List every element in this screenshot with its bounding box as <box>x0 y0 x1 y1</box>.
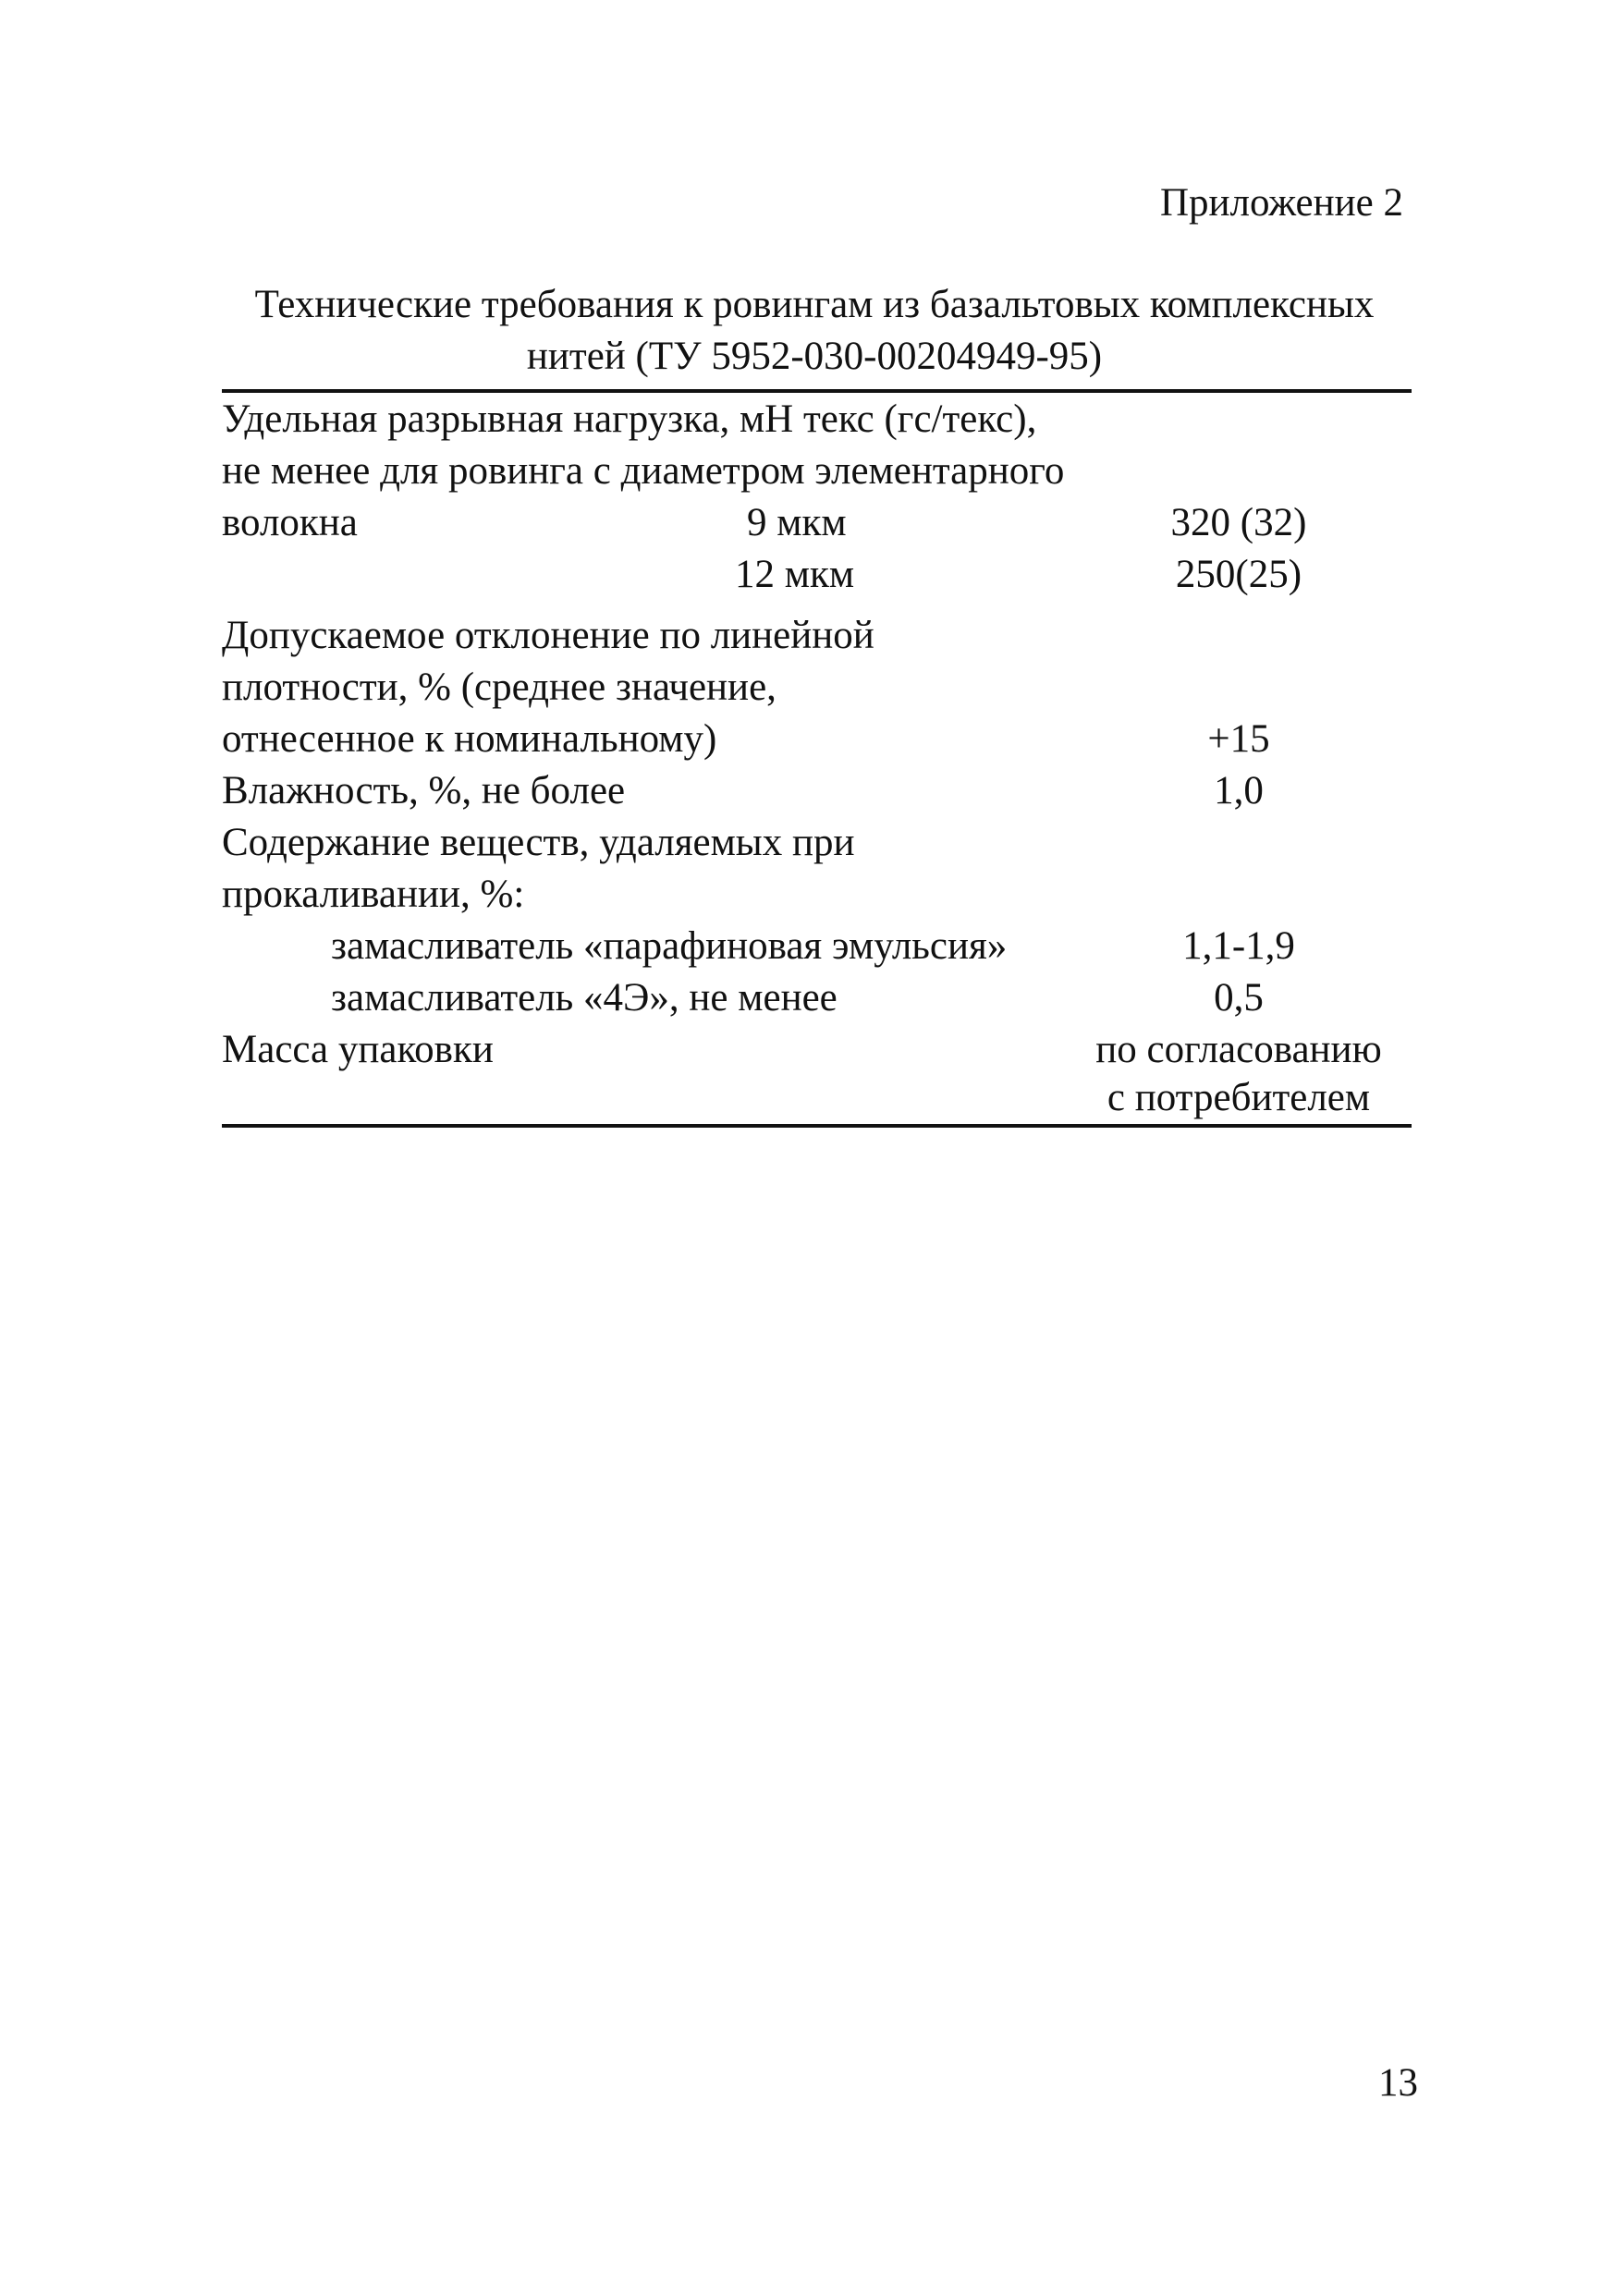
breaking-load-value-9: 320 (32) <box>1170 501 1307 544</box>
fiber-diameter-12: 12 мкм <box>735 553 855 596</box>
document-title <box>218 279 1411 383</box>
package-mass-value-line-1: по согласованию <box>1095 1028 1382 1071</box>
density-deviation-label-line-3: отнесенное к номинальному) <box>222 717 717 761</box>
breaking-load-value-12: 250(25) <box>1175 553 1302 596</box>
package-mass-label: Масса упаковки <box>222 1028 494 1071</box>
density-deviation-label-line-1: Допускаемое отклонение по линейной <box>222 614 874 657</box>
moisture-label: Влажность, %, не более <box>222 769 626 812</box>
package-mass-value-line-2: с потребителем <box>1107 1076 1371 1119</box>
title-line-2: нитей (ТУ 5952-030-00204949-95) <box>526 335 1103 378</box>
sizing-4e-value: 0,5 <box>1214 976 1264 1020</box>
calcination-label-line-1: Содержание веществ, удаляемых при <box>222 821 855 864</box>
page-number: 13 <box>1378 2061 1418 2105</box>
title-line-1: Технические требования к ровингам из базальтовых комплексных <box>254 283 1375 326</box>
density-deviation-value: +15 <box>1207 717 1270 761</box>
moisture-value: 1,0 <box>1214 769 1264 812</box>
breaking-load-label-line-2: не менее для ровинга с диаметром элементарного <box>222 449 1065 493</box>
sizing-paraffin-value: 1,1-1,9 <box>1182 924 1295 968</box>
breaking-load-label-line-3: волокна <box>222 501 358 544</box>
sizing-4e-label: замасливатель «4Э», не менее <box>331 976 838 1020</box>
density-deviation-label-line-2: плотности, % (среднее значение, <box>222 666 776 709</box>
appendix-label: Приложение 2 <box>1159 181 1403 225</box>
fiber-diameter-9: 9 мкм <box>747 501 847 544</box>
breaking-load-label-line-1: Удельная разрывная нагрузка, мН текс (гс/текс), <box>222 397 1037 441</box>
table-bottom-rule <box>222 1124 1412 1128</box>
calcination-label-line-2: прокаливании, %: <box>222 873 525 916</box>
table-top-rule <box>222 389 1412 393</box>
sizing-paraffin-label: замасливатель «парафиновая эмульсия» <box>331 924 1008 968</box>
